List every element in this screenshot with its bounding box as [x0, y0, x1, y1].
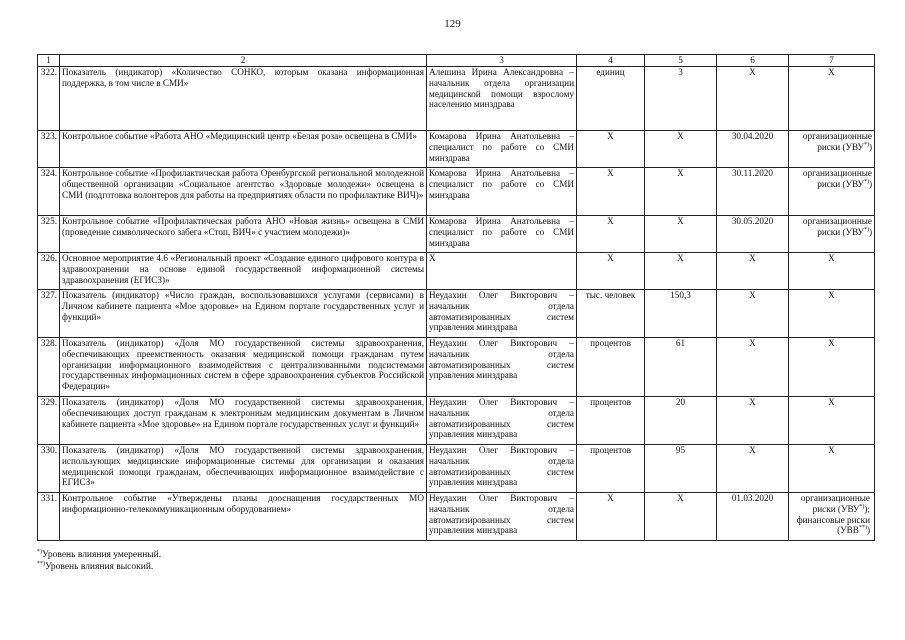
footnotes: [37, 549, 161, 573]
risk-level-mark: *): [863, 226, 869, 233]
risk: Х: [789, 290, 875, 338]
table-row: [38, 168, 875, 216]
risk-text: ): [866, 525, 870, 536]
value: 20: [645, 397, 717, 445]
responsible-person: Неудахин Олег Викторович – начальник отдела автоматизированных систем управления минздрава: [427, 493, 577, 541]
risk-text: организационные риски (УВУ: [802, 131, 872, 152]
risk-text: );: [864, 503, 870, 514]
risk: Х: [789, 253, 875, 290]
deadline: Х: [717, 253, 789, 290]
responsible-person: Неудахин Олег Викторович – начальник отдела автоматизированных систем управления минздрава: [427, 338, 577, 397]
risk-text: (УВВ: [837, 525, 859, 536]
responsible-person: Неудахин Олег Викторович – начальник отдела автоматизированных систем управления минздрава: [427, 290, 577, 338]
deadline: Х: [717, 397, 789, 445]
deadline: Х: [717, 290, 789, 338]
row-number: 322.: [38, 67, 60, 131]
header-cell: 4: [577, 55, 645, 67]
unit: Х: [577, 216, 645, 253]
unit: единиц: [577, 67, 645, 131]
value: Х: [645, 168, 717, 216]
risk: организационные риски (УВУ*)): [789, 131, 875, 168]
risk: Х: [789, 397, 875, 445]
risk: Х: [789, 445, 875, 493]
value: Х: [645, 253, 717, 290]
row-number: 326.: [38, 253, 60, 290]
unit: Х: [577, 493, 645, 541]
risk: Х: [789, 338, 875, 397]
risk-text: риски (УВУ: [812, 503, 860, 514]
risk: организационные риски (УВУ*)): [789, 168, 875, 216]
measure-name: Показатель (индикатор) «Доля МО государственной системы здравоохранения, обеспечивающих доступ гражданам к электронным медицинским документам в Личном кабинете пациента «Мое здоровье» на Едином портале государственных услуг и функций»: [60, 397, 427, 445]
header-cell: 2: [60, 55, 427, 67]
risk-text: организационные: [800, 493, 870, 503]
measure-name: Показатель (индикатор) «Число граждан, воспользовавшихся услугами (сервисами) в Личном кабинете пациента «Мое здоровье» на Едином портале государственных услуг и функций»: [60, 290, 427, 338]
measure-name: Контрольное событие «Профилактическая работа АНО «Новая жизнь» освещена в СМИ (проведение символического забега «Стоп, ВИЧ» с участием молодежи)»: [60, 216, 427, 253]
table-row: [38, 67, 875, 131]
responsible-person: Х: [427, 253, 577, 290]
value: 3: [645, 67, 717, 131]
deadline: 01.03.2020: [717, 493, 789, 541]
row-number: 324.: [38, 168, 60, 216]
unit: Х: [577, 131, 645, 168]
deadline: Х: [717, 445, 789, 493]
table-row: [38, 445, 875, 493]
deadline: 30.04.2020: [717, 131, 789, 168]
measure-name: Показатель (индикатор) «Количество СОНКО, которым оказана информационная поддержка, в том числе в СМИ»: [60, 67, 427, 131]
responsible-person: Неудахин Олег Викторович – начальник отдела автоматизированных систем управления минздрава: [427, 445, 577, 493]
risk-text: организационные риски (УВУ: [802, 168, 872, 189]
program-table: [37, 54, 875, 541]
footnote-text: Уровень влияния умеренный.: [42, 550, 162, 560]
responsible-person: Комарова Ирина Анатольевна – специалист по работе со СМИ минздрава: [427, 131, 577, 168]
row-number: 325.: [38, 216, 60, 253]
unit: Х: [577, 168, 645, 216]
measure-name: Контрольное событие «Профилактическая работа Оренбургской региональной молодежной общественной организации «Социальное агентство «Здоровые молодежи» освещена в СМИ (подготовка волонтеров для работы на предприятиях области по профилактике ВИЧ)»: [60, 168, 427, 216]
unit: процентов: [577, 397, 645, 445]
responsible-person: Алешина Ирина Александровна – начальник отдела организации медицинской помощи взрослому населению минздрава: [427, 67, 577, 131]
responsible-person: Неудахин Олег Викторович – начальник отдела автоматизированных систем управления минздрава: [427, 397, 577, 445]
header-cell: 3: [427, 55, 577, 67]
value: Х: [645, 216, 717, 253]
header-cell: 5: [645, 55, 717, 67]
deadline: 30.11.2020: [717, 168, 789, 216]
measure-name: Контрольное событие «Утверждены планы дооснащения государственных МО информационно-телекоммуникационным оборудованием»: [60, 493, 427, 541]
table-header-row: [38, 55, 875, 67]
measure-name: Контрольное событие «Работа АНО «Медицинский центр «Белая роза» освещена в СМИ»: [60, 131, 427, 168]
value: Х: [645, 493, 717, 541]
footnote-mark: *): [37, 548, 42, 555]
risk: [789, 493, 875, 541]
unit: Х: [577, 253, 645, 290]
table-row: [38, 290, 875, 338]
risk: организационные риски (УВУ*)): [789, 216, 875, 253]
footnote-mark: **): [37, 560, 45, 567]
unit: процентов: [577, 338, 645, 397]
risk-level-mark: *): [863, 141, 869, 148]
table-row: [38, 131, 875, 168]
table-row: [38, 338, 875, 397]
table-row: [38, 493, 875, 541]
deadline: 30.05.2020: [717, 216, 789, 253]
table-row: [38, 253, 875, 290]
responsible-person: Комарова Ирина Анатольевна – специалист по работе со СМИ минздрава: [427, 168, 577, 216]
row-number: 323.: [38, 131, 60, 168]
measure-name: Показатель (индикатор) «Доля МО государственной системы здравоохранения, обеспечивающих преемственность оказания медицинской помощи гражданам путем организации информационного взаимодействия с централизованными подсистемами государственных информационных систем в сфере здравоохранения субъектов Российской Федерации»: [60, 338, 427, 397]
risk: Х: [789, 67, 875, 131]
risk-level-mark: *): [863, 178, 869, 185]
row-number: 327.: [38, 290, 60, 338]
row-number: 331.: [38, 493, 60, 541]
footnote: [37, 561, 161, 573]
row-number: 329.: [38, 397, 60, 445]
value: Х: [645, 131, 717, 168]
measure-name: Основное мероприятие 4.6 «Региональный проект «Создание единого цифрового контура в здравоохранении на основе единой государственной информационной системы здравоохранения (ЕГИСЗ)»: [60, 253, 427, 290]
table-row: [38, 397, 875, 445]
deadline: Х: [717, 67, 789, 131]
header-cell: 6: [717, 55, 789, 67]
table-row: [38, 216, 875, 253]
row-number: 328.: [38, 338, 60, 397]
risk-level-mark: **): [858, 525, 867, 532]
value: 95: [645, 445, 717, 493]
footnote-text: Уровень влияния высокий.: [45, 562, 154, 572]
value: 61: [645, 338, 717, 397]
unit: процентов: [577, 445, 645, 493]
risk-level-mark: *): [859, 503, 865, 510]
deadline: Х: [717, 338, 789, 397]
measure-name: Показатель (индикатор) «Доля МО государственной системы здравоохранения, использующих медицинские информационные системы для организации и оказания медицинской помощи гражданам, обеспечивающих информационное взаимодействие с ЕГИСЗ»: [60, 445, 427, 493]
value: 150,3: [645, 290, 717, 338]
unit: тыс. человек: [577, 290, 645, 338]
responsible-person: Комарова Ирина Анатольевна – специалист по работе со СМИ минздрава: [427, 216, 577, 253]
risk-text: финансовые риски: [796, 514, 870, 525]
header-cell: 7: [789, 55, 875, 67]
footnote: [37, 549, 161, 561]
header-cell: 1: [38, 55, 60, 67]
row-number: 330.: [38, 445, 60, 493]
risk-text: организационные риски (УВУ: [802, 216, 872, 237]
page-number: 129: [444, 18, 461, 30]
